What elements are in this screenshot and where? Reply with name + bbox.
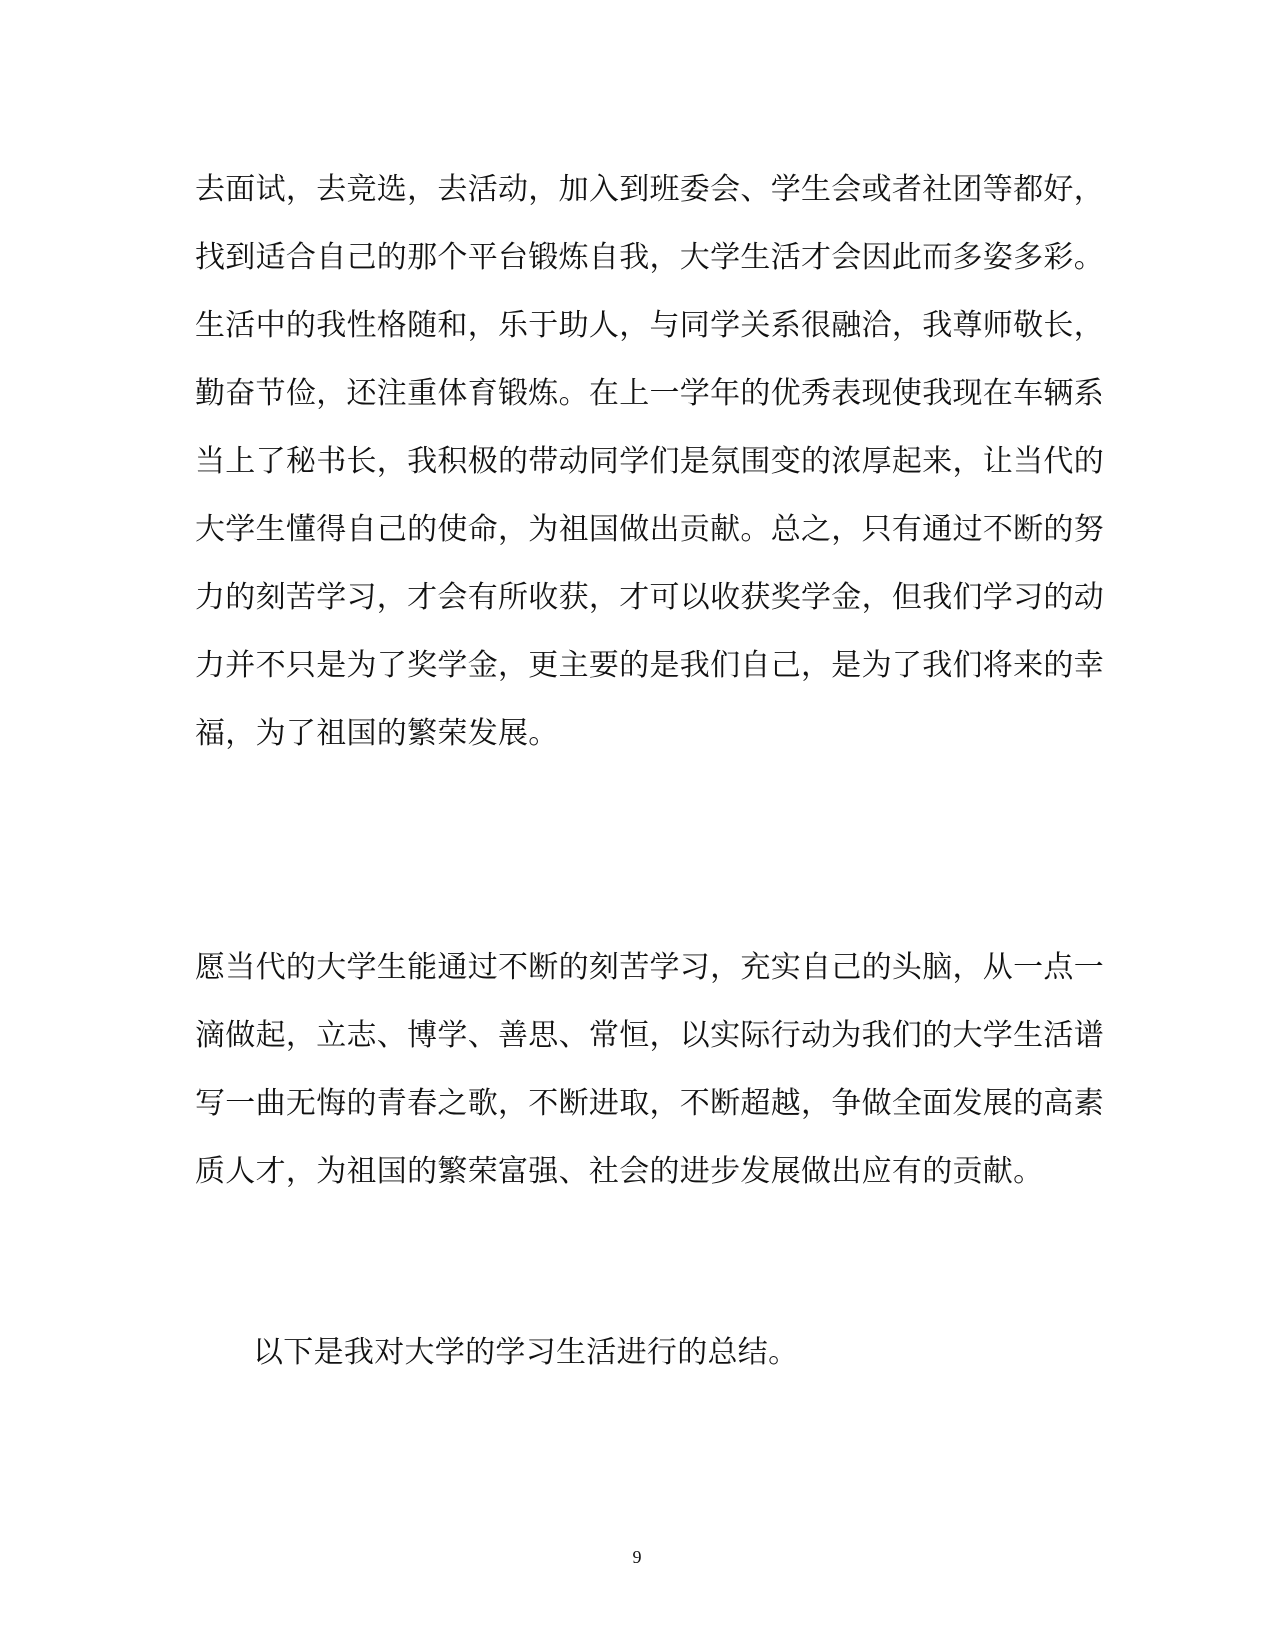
paragraph-line: 质人才，为祖国的繁荣富强、社会的进步发展做出应有的贡献。 bbox=[195, 1154, 1044, 1189]
paragraph-line: 愿当代的大学生能通过不断的刻苦学习，充实自己的头脑，从一点一 bbox=[195, 950, 1104, 985]
paragraph-line: 福，为了祖国的繁荣发展。 bbox=[195, 716, 559, 751]
paragraph-line: 滴做起，立志、博学、善思、常恒，以实际行动为我们的大学生活谱 bbox=[195, 1018, 1104, 1053]
page-number: 9 bbox=[632, 1547, 642, 1567]
paragraph-line: 大学生懂得自己的使命，为祖国做出贡献。总之，只有通过不断的努 bbox=[195, 512, 1104, 547]
paragraph-line: 写一曲无悔的青春之歌，不断进取，不断超越，争做全面发展的高素 bbox=[195, 1086, 1104, 1121]
paragraph-line: 去面试，去竞选，去活动，加入到班委会、学生会或者社团等都好， bbox=[195, 172, 1104, 207]
paragraph-line: 勤奋节俭，还注重体育锻炼。在上一学年的优秀表现使我现在车辆系 bbox=[195, 376, 1104, 411]
paragraph-line: 以下是我对大学的学习生活进行的总结。 bbox=[253, 1335, 799, 1370]
paragraph-line: 找到适合自己的那个平台锻炼自我，大学生活才会因此而多姿多彩。 bbox=[195, 240, 1104, 275]
paragraph-line: 力并不只是为了奖学金，更主要的是我们自己，是为了我们将来的幸 bbox=[195, 648, 1104, 683]
paragraph-line: 生活中的我性格随和，乐于助人，与同学关系很融洽，我尊师敬长， bbox=[195, 308, 1104, 343]
paragraph-line: 当上了秘书长，我积极的带动同学们是氛围变的浓厚起来，让当代的 bbox=[195, 444, 1104, 479]
paragraph-line: 力的刻苦学习，才会有所收获，才可以收获奖学金，但我们学习的动 bbox=[195, 580, 1104, 615]
